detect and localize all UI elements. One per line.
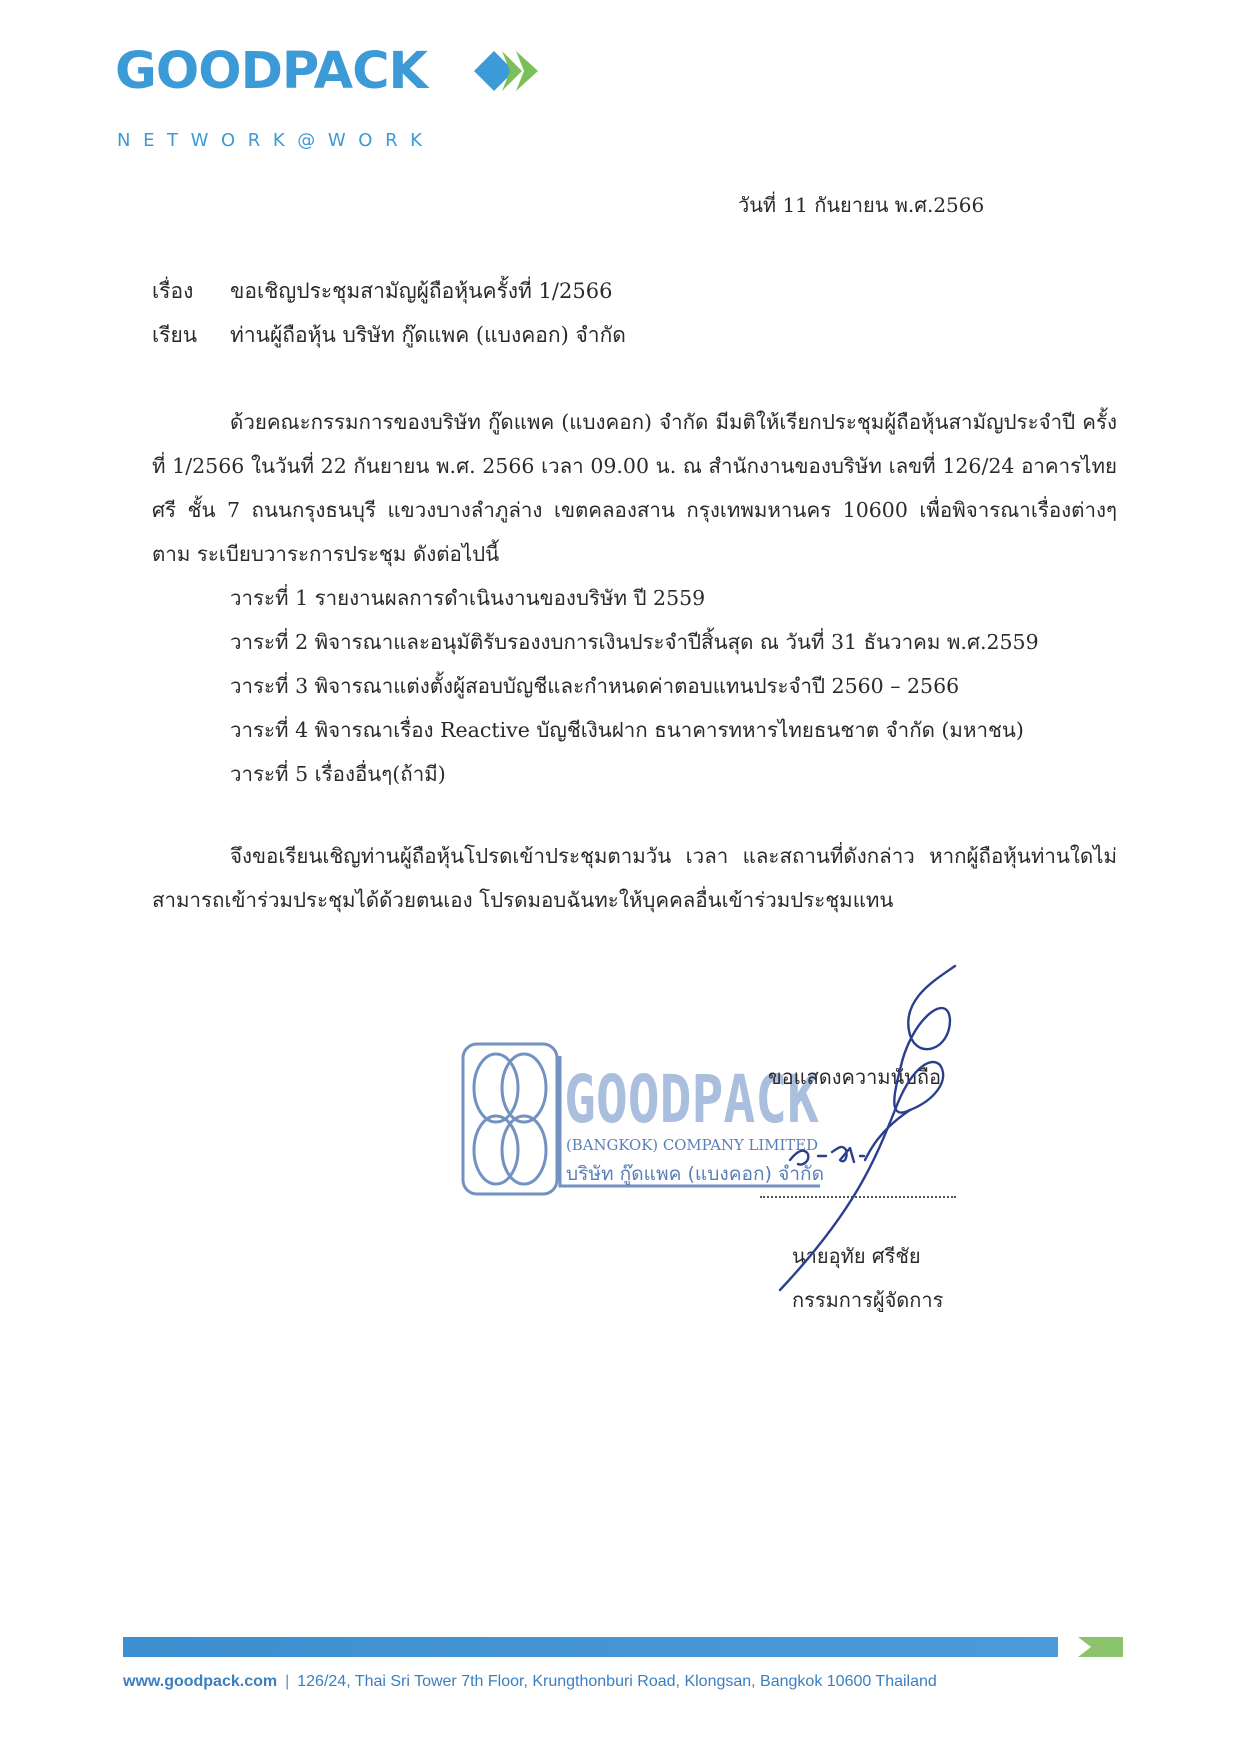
logo-wordmark: GOODPACK xyxy=(115,42,428,101)
closing-paragraph-block xyxy=(152,834,1117,922)
agenda-item: วาระที่ 5 เรื่องอื่นๆ(ถ้ามี) xyxy=(230,762,446,786)
recipient-label: เรียน xyxy=(152,323,198,347)
subject-text: ขอเชิญประชุมสามัญผู้ถือหุ้นครั้งที่ 1/2566 xyxy=(230,279,613,303)
intro-paragraph: ด้วยคณะกรรมการของบริษัท กู๊ดแพค (แบงคอก) จำกัด มีมติให้เรียกประชุมผู้ถือหุ้นสามัญประจำปี ครั้งที่ 1/2566 ในวันที่ 22 กันยายน พ.ศ. 2566 เวลา 09.00 น. ณ สำนักงานของบริษัท เลขที่ 126/24 อาคารไทย ศรี ชั้น 7 ถนนกรุงธนบุรี แขวงบางลำภูล่าง เขตคลองสาน กรุงเทพมหานคร 10600 เพื่อพิจารณาเรื่องต่างๆ ตาม ระเบียบวาระการประชุม ดังต่อไปนี้ xyxy=(152,410,1117,566)
footer-text xyxy=(123,1672,937,1692)
recipient-row xyxy=(152,320,626,350)
signer-title: กรรมการผู้จัดการ xyxy=(792,1288,944,1312)
footer-separator: | xyxy=(285,1673,290,1690)
company-logo xyxy=(115,42,545,151)
logo-tagline: NETWORK@WORK xyxy=(117,130,435,151)
subject-row xyxy=(152,276,612,306)
sign-off: ขอแสดงความนับถือ xyxy=(768,1065,942,1089)
agenda-item: วาระที่ 2 พิจารณาและอนุมัติรับรองงบการเงินประจำปีสิ้นสุด ณ วันที่ 31 ธันวาคม พ.ศ.2559 xyxy=(230,630,1039,654)
diamond-arrows-icon xyxy=(472,48,542,94)
footer-bar xyxy=(123,1637,1123,1657)
agenda-item: วาระที่ 1 รายงานผลการดำเนินงานของบริษัท ปี 2559 xyxy=(230,586,706,610)
footer-website[interactable]: www.goodpack.com xyxy=(123,1673,278,1690)
recipient-text: ท่านผู้ถือหุ้น บริษัท กู๊ดแพค (แบงคอก) จำกัด xyxy=(230,323,626,347)
stamp-english: (BANGKOK) COMPANY LIMITED xyxy=(566,1136,818,1154)
stamp-thai: บริษัท กู๊ดแพค (แบงคอก) จำกัด xyxy=(566,1163,824,1185)
handwritten-signature xyxy=(760,960,1040,1300)
agenda-list xyxy=(230,576,1039,796)
stamp-name: GOODPACK xyxy=(564,1061,820,1138)
signer-name: นายอุทัย ศรีชัย xyxy=(792,1244,921,1268)
intro-paragraph-block xyxy=(152,400,1117,576)
closing-paragraph: จึงขอเรียนเชิญท่านผู้ถือหุ้นโปรดเข้าประชุมตามวัน เวลา และสถานที่ดังกล่าว หากผู้ถือหุ้นท่านใดไม่ สามารถเข้าร่วมประชุมได้ด้วยตนเอง โปรดมอบฉันทะให้บุคคลอื่นเข้าร่วมประชุมแทน xyxy=(152,844,1117,912)
letter-date: วันที่ 11 กันยายน พ.ศ.2566 xyxy=(738,193,985,217)
agenda-item: วาระที่ 4 พิจารณาเรื่อง Reactive บัญชีเงินฝาก ธนาคารทหารไทยธนชาต จำกัด (มหาชน) xyxy=(230,718,1024,742)
subject-label: เรื่อง xyxy=(152,279,194,303)
agenda-item: วาระที่ 3 พิจารณาแต่งตั้งผู้สอบบัญชีและกำหนดค่าตอบแทนประจำปี 2560 – 2566 xyxy=(230,674,960,698)
footer-address: 126/24, Thai Sri Tower 7th Floor, Krungthonburi Road, Klongsan, Bangkok 10600 Thailand xyxy=(297,1673,937,1690)
